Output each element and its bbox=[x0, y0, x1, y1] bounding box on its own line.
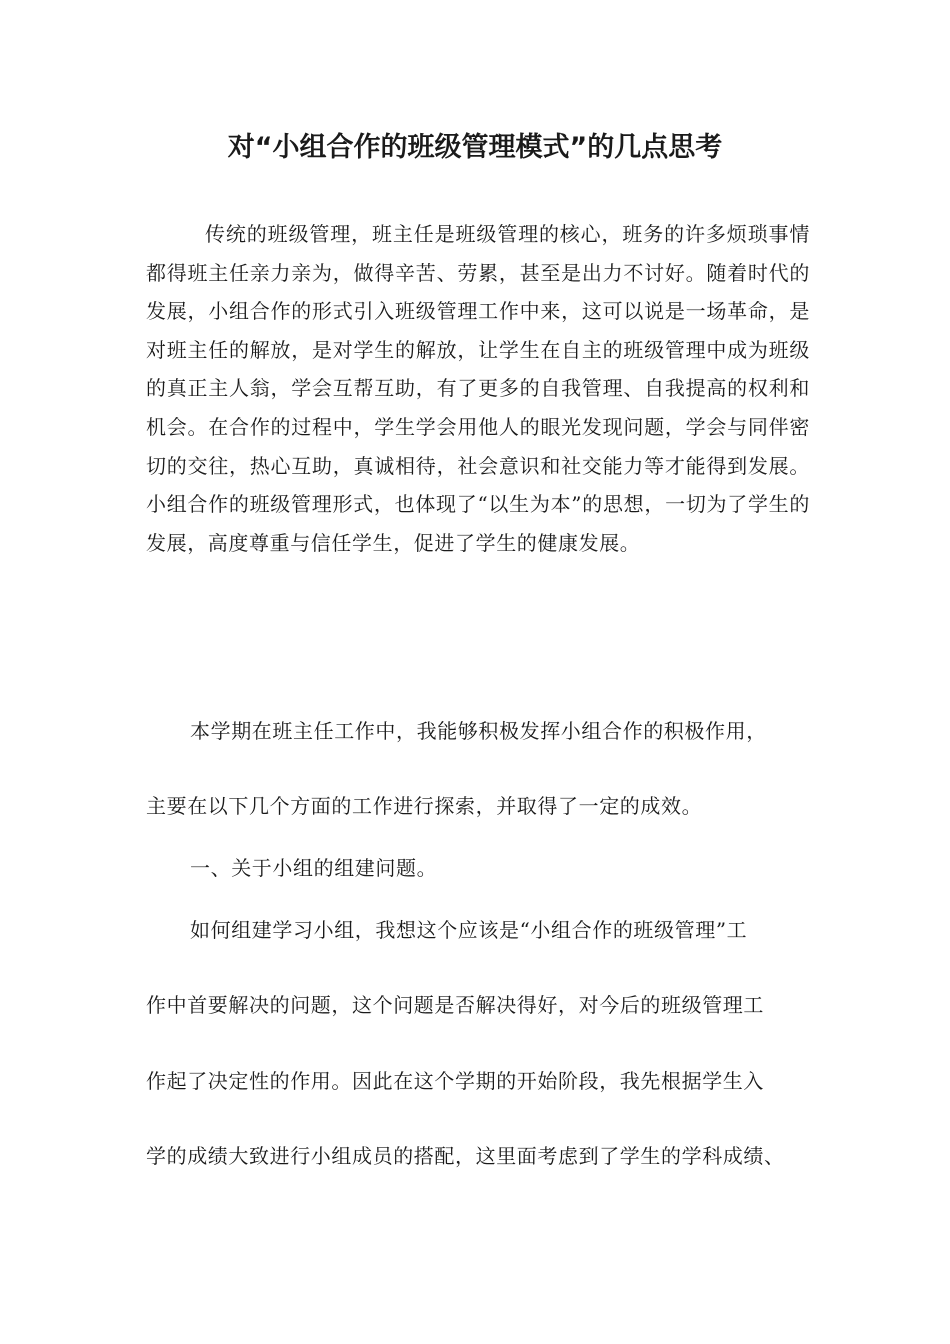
paragraph-3-line-2: 作中首要解决的问题，这个问题是否解决得好，对今后的班级管理工 bbox=[146, 993, 764, 1017]
paragraph-intro: 传统的班级管理，班主任是班级管理的核心，班务的许多烦琐事情都得班主任亲力亲为，做得辛苦、劳累，甚至是出力不讨好。随着时代的发展，小组合作的形式引入班级管理工作中来，这可以说是一场革命，是对班主任的解放，是对学生的解放，让学生在自主的班级管理中成为班级的真正主人翁，学会互帮互助，有了更多的自我管理、自我提高的权利和机会。在合作的过程中，学生学会用他人的眼光发现问题，学会与同伴密切的交往，热心互助，真诚相待，社会意识和社交能力等才能得到发展。小组合作的班级管理形式，也体现了“以生为本”的思想，一切为了学生的发展，高度尊重与信任学生，促进了学生的健康发展。 bbox=[146, 222, 810, 555]
paragraph-3-line-4: 学的成绩大致进行小组成员的搭配，这里面考虑到了学生的学科成绩、 bbox=[146, 1144, 785, 1168]
paragraph-2-line-2: 主要在以下几个方面的工作进行探索，并取得了一定的成效。 bbox=[146, 794, 703, 818]
paragraph-3-line-1: 如何组建学习小组，我想这个应该是“小组合作的班级管理”工 bbox=[190, 918, 748, 942]
paragraph-3-line-3: 作起了决定性的作用。因此在这个学期的开始阶段，我先根据学生入 bbox=[146, 1069, 764, 1093]
section-1-heading: 一、关于小组的组建问题。 bbox=[190, 856, 438, 880]
document-title: 对“小组合作的班级管理模式”的几点思考 bbox=[227, 132, 723, 163]
paragraph-2-line-1: 本学期在班主任工作中，我能够积极发挥小组合作的积极作用， bbox=[190, 719, 767, 743]
